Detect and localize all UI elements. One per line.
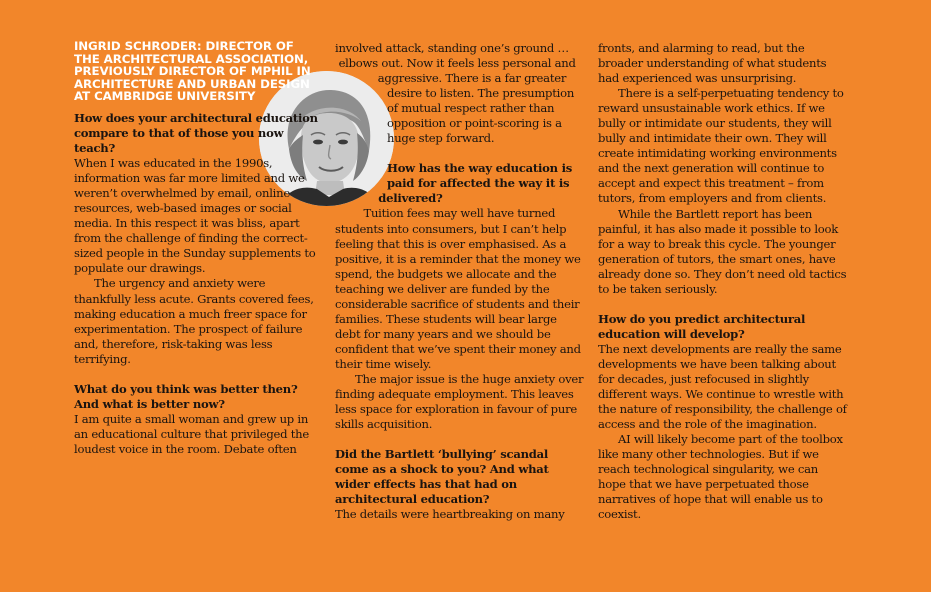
answer-2-continued: involved attack, standing one’s ground … elbows out. Now it feels less personal and aggressive. There is a far greater desire to listen. The presumption of mutual respect rather than opposition or point-scoring is a huge step forward. xyxy=(335,41,576,146)
answer-3-paragraph-2: The major issue is the huge anxiety over finding adequate employment. This leaves less space for exploration in favour of pure skills acquisition. xyxy=(335,371,584,432)
question-4: Did the Bartlett ‘bullying’ scandal come as a shock to you? And what wider effects has that had on architectural education? xyxy=(335,447,549,507)
answer-4-paragraph-3: While the Bartlett report has been painful, it has also made it possible to look for a way to break this cycle. The younger generation of tutors, the smart ones, have already done so. They don’t need old tactics to be taken seriously. xyxy=(598,206,847,296)
interviewee-heading: INGRID SCHRODER: DIRECTOR OF THE ARCHITECTURAL ASSOCIATION, PREVIOUSLY DIRECTOR OF MPHIL IN ARCHITECTURE AND URBAN DESIGN AT CAMBRIDGE UNIVERSITY xyxy=(74,39,311,104)
column-2 xyxy=(335,41,585,522)
answer-3-paragraph-1: Tuition fees may well have turned students into consumers, but I can’t help feeling that this is over emphasised. As a positive, it is a reminder that the money we spend, the budgets we allocate and the teaching we deliver are funded by the considerable sacrifice of students and their families. These students will bear large debt for many years and we should be confident that we’ve spent their money and their time wisely. xyxy=(335,206,581,371)
answer-5-paragraph-2: AI will likely become part of the toolbox like many other technologies. But if we reach technological singularity, we can hope that we have perpetuated those narratives of hope that will enable us to coexist. xyxy=(598,432,843,522)
answer-1-paragraph-1: When I was educated in the 1990s, information was far more limited and we weren’t overwhelmed by email, online resources, web-based images or social media. In this respect it was bliss, apart from the challenge of finding the correct-sized people in the Sunday supplements to populate our drawings. xyxy=(74,156,316,276)
answer-4-continued: fronts, and alarming to read, but the broader understanding of what students had experienced was unsurprising. xyxy=(598,41,827,86)
answer-4-paragraph-1: The details were heartbreaking on many xyxy=(335,507,565,522)
answer-1-paragraph-2: The urgency and anxiety were thankfully less acute. Grants covered fees, making education a much freer space for experimentation. The prospect of failure and, therefore, risk-taking was less terrifying. xyxy=(74,276,314,366)
column-3 xyxy=(598,41,848,522)
question-3: How has the way education is paid for affected the way it is delivered? xyxy=(378,161,573,206)
answer-5-paragraph-1: The next developments are really the same developments we have been talking about for decades, just refocused in slightly different ways. We continue to wrestle with the nature of responsibility, the challenge of access and the role of the imagination. xyxy=(598,341,847,432)
question-2: What do you think was better then? And what is better now? xyxy=(74,381,298,411)
answer-2-paragraph-1: I am quite a small woman and grew up in an educational culture that privileged the loudest voice in the room. Debate often xyxy=(74,411,309,456)
question-5: How do you predict architectural education will develop? xyxy=(598,311,806,341)
answer-4-paragraph-2: There is a self-perpetuating tendency to reward unsustainable work ethics. If we bully or intimidate our students, they will bully and intimidate their own. They will create intimidating working environments and the next generation will continue to accept and expect this treatment – from tutors, from employers and from clients. xyxy=(598,86,844,206)
question-1: How does your architectural education compare to that of those you now teach? xyxy=(74,110,318,156)
